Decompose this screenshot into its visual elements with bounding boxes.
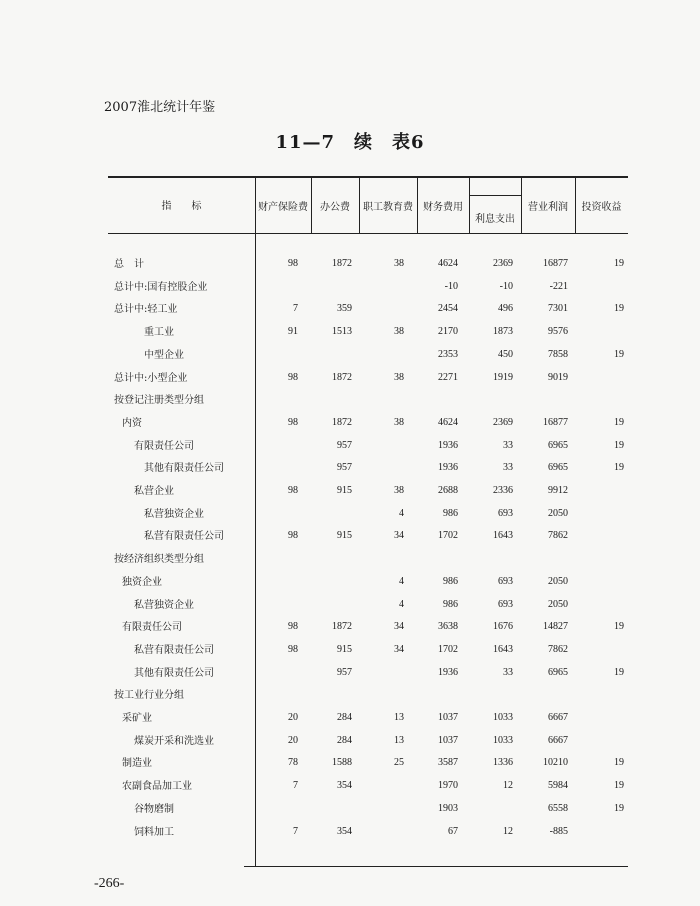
table-cell: 284: [337, 734, 352, 746]
table-cell: 354: [337, 780, 352, 792]
table-cell: 10210: [543, 757, 568, 769]
row-label: 总计中:轻工业: [114, 304, 178, 316]
table-cell: 986: [443, 507, 458, 519]
interest-subheader-divider: [469, 176, 470, 234]
table-cell: 2353: [438, 348, 458, 360]
row-label: 有限责任公司: [134, 440, 194, 452]
table-cell: 6965: [548, 439, 568, 451]
table-cell: 1336: [493, 757, 513, 769]
table-cell: 1513: [332, 326, 352, 338]
table-cell: 915: [337, 643, 352, 655]
row-label: 中型企业: [144, 349, 184, 361]
table-cell: 1588: [332, 757, 352, 769]
table-cell: 1970: [438, 780, 458, 792]
table-cell: 1872: [332, 371, 352, 383]
table-cell: 3587: [438, 757, 458, 769]
table-cell: 7858: [548, 348, 568, 360]
row-label: 煤炭开采和洗选业: [134, 735, 214, 747]
table-cell: -10: [499, 280, 513, 292]
book-title: 2007淮北统计年鉴: [104, 100, 216, 115]
table-cell: 38: [394, 416, 404, 428]
table-cell: 98: [288, 258, 298, 269]
table-cell: 2369: [493, 416, 513, 428]
table-cell: 2170: [438, 326, 458, 338]
table-cell: 19: [614, 258, 624, 269]
table-cell: 915: [337, 485, 352, 496]
table-cell: 2336: [493, 485, 513, 496]
table-cell: 1936: [438, 462, 458, 474]
table-cell: 1702: [438, 530, 458, 542]
table-cell: 4: [399, 598, 404, 610]
row-label: 其他有限责任公司: [144, 463, 224, 475]
row-label: 私营独资企业: [144, 508, 204, 520]
column-header-operating-profit: 营业利润: [528, 202, 568, 213]
table-cell: 98: [288, 530, 298, 542]
table-cell: 34: [394, 621, 404, 633]
row-label: 制造业: [122, 758, 152, 770]
table-cell: 38: [394, 326, 404, 338]
interest-subheader-rule: [469, 195, 521, 196]
table-cell: 693: [498, 575, 513, 587]
row-label: 独资企业: [122, 576, 162, 588]
row-label: 饲料加工: [134, 826, 174, 838]
table-cell: 957: [337, 462, 352, 474]
table-cell: 1872: [332, 621, 352, 633]
row-label: 私营有限责任公司: [144, 531, 224, 543]
row-label: 有限责任公司: [122, 622, 182, 634]
table-cell: 3638: [438, 621, 458, 633]
table-cell: 19: [614, 666, 624, 678]
table-cell: 13: [394, 734, 404, 746]
table-cell: 33: [503, 462, 513, 474]
table-cell: 2271: [438, 371, 458, 383]
table-cell: 2369: [493, 258, 513, 269]
row-label: 内资: [122, 417, 142, 429]
row-label: 重工业: [144, 327, 174, 339]
table-cell: 4624: [438, 258, 458, 269]
table-cell: 98: [288, 621, 298, 633]
table-cell: 957: [337, 439, 352, 451]
row-label: 私营企业: [134, 486, 174, 497]
table-cell: 915: [337, 530, 352, 542]
bottom-rule: [244, 866, 628, 867]
table-cell: 25: [394, 757, 404, 769]
row-label: 按登记注册类型分组: [114, 395, 204, 407]
row-label: 农副食品加工业: [122, 781, 192, 793]
table-cell: 359: [337, 303, 352, 315]
table-cell: 1872: [332, 416, 352, 428]
top-rule: [108, 176, 628, 178]
table-cell: 1936: [438, 666, 458, 678]
table-cell: 19: [614, 303, 624, 315]
table-cell: 34: [394, 530, 404, 542]
table-cell: 693: [498, 507, 513, 519]
table-cell: 284: [337, 712, 352, 723]
table-cell: 20: [288, 734, 298, 746]
table-cell: 38: [394, 485, 404, 496]
table-cell: 4624: [438, 416, 458, 428]
table-cell: 7301: [548, 303, 568, 315]
column-header-investment-income: 投资收益: [581, 202, 622, 213]
table-cell: 13: [394, 712, 404, 723]
table-cell: 33: [503, 666, 513, 678]
table-cell: 19: [614, 780, 624, 792]
table-cell: 986: [443, 598, 458, 610]
row-label: 总计中:国有控股企业: [114, 281, 208, 293]
table-cell: 693: [498, 598, 513, 610]
table-cell: 19: [614, 757, 624, 769]
table-cell: 1936: [438, 439, 458, 451]
row-label: 总计中:小型企业: [114, 372, 188, 384]
table-cell: 6558: [548, 802, 568, 814]
table-cell: 67: [448, 825, 458, 837]
table-cell: 19: [614, 802, 624, 814]
table-cell: 1919: [493, 371, 513, 383]
table-cell: 1033: [493, 734, 513, 746]
table-cell: -885: [549, 825, 568, 837]
table-cell: 354: [337, 825, 352, 837]
table-cell: 9019: [548, 371, 568, 383]
table-cell: 957: [337, 666, 352, 678]
table-cell: 1643: [493, 530, 513, 542]
table-cell: 2050: [548, 598, 568, 610]
table-cell: 98: [288, 371, 298, 383]
table-cell: 16877: [543, 258, 568, 269]
row-label: 私营独资企业: [134, 599, 194, 611]
table-cell: 38: [394, 258, 404, 269]
table-cell: 6965: [548, 666, 568, 678]
table-cell: 19: [614, 348, 624, 360]
table-cell: 19: [614, 621, 624, 633]
table-cell: 98: [288, 416, 298, 428]
row-label: 私营有限责任公司: [134, 644, 214, 656]
table-cell: 12: [503, 825, 513, 837]
table-cell: 38: [394, 371, 404, 383]
table-cell: 2688: [438, 485, 458, 496]
table-cell: 19: [614, 416, 624, 428]
table-cell: 1037: [438, 734, 458, 746]
table-cell: 1903: [438, 802, 458, 814]
table-cell: 9912: [548, 485, 568, 496]
table-cell: 2050: [548, 507, 568, 519]
table-cell: 1702: [438, 643, 458, 655]
header-bottom-rule: [108, 233, 628, 234]
table-cell: 2050: [548, 575, 568, 587]
table-cell: 7: [293, 303, 298, 315]
table-cell: 16877: [543, 416, 568, 428]
table-cell: 33: [503, 439, 513, 451]
column-header-interest: 利息支出: [475, 214, 515, 225]
row-label: 其他有限责任公司: [134, 667, 214, 679]
table-cell: 98: [288, 643, 298, 655]
table-cell: -10: [444, 280, 458, 292]
table-cell: 1033: [493, 712, 513, 723]
table-cell: -221: [549, 280, 568, 292]
table-cell: 1872: [332, 258, 352, 269]
table-cell: 4: [399, 575, 404, 587]
table-title: 11—7 续 表6: [275, 132, 425, 153]
table-cell: 98: [288, 485, 298, 496]
table-cell: 4: [399, 507, 404, 519]
table-cell: 20: [288, 712, 298, 723]
table-cell: 1037: [438, 712, 458, 723]
page-number: -266-: [94, 876, 125, 891]
table-cell: 7862: [548, 530, 568, 542]
row-label: 谷物磨制: [134, 803, 174, 815]
row-label: 采矿业: [122, 713, 152, 724]
table-cell: 19: [614, 462, 624, 474]
table-cell: 14827: [543, 621, 568, 633]
table-cell: 91: [288, 326, 298, 338]
table-cell: 5984: [548, 780, 568, 792]
table-cell: 1873: [493, 326, 513, 338]
column-header-staff-education: 职工教育费: [363, 202, 413, 213]
row-label: 总 计: [114, 259, 144, 270]
table-cell: 450: [498, 348, 513, 360]
table-cell: 1676: [493, 621, 513, 633]
table-cell: 6965: [548, 462, 568, 474]
table-cell: 7: [293, 780, 298, 792]
column-header-office: 办公费: [320, 202, 350, 213]
table-cell: 78: [288, 757, 298, 769]
table-cell: 986: [443, 575, 458, 587]
table-cell: 6667: [548, 734, 568, 746]
row-label: 按工业行业分组: [114, 690, 184, 702]
row-label: 按经济组织类型分组: [114, 554, 204, 566]
table-cell: 7: [293, 825, 298, 837]
table-cell: 9576: [548, 326, 568, 338]
table-cell: 2454: [438, 303, 458, 315]
table-cell: 19: [614, 439, 624, 451]
column-header-property-insurance: 财产保险费: [258, 202, 308, 213]
table-cell: 7862: [548, 643, 568, 655]
table-cell: 34: [394, 643, 404, 655]
table-cell: 496: [498, 303, 513, 315]
table-cell: 1643: [493, 643, 513, 655]
column-header-financial: 财务费用: [423, 202, 463, 213]
table-cell: 12: [503, 780, 513, 792]
table-cell: 6667: [548, 712, 568, 723]
column-header-indicator: 指 标: [161, 201, 202, 212]
